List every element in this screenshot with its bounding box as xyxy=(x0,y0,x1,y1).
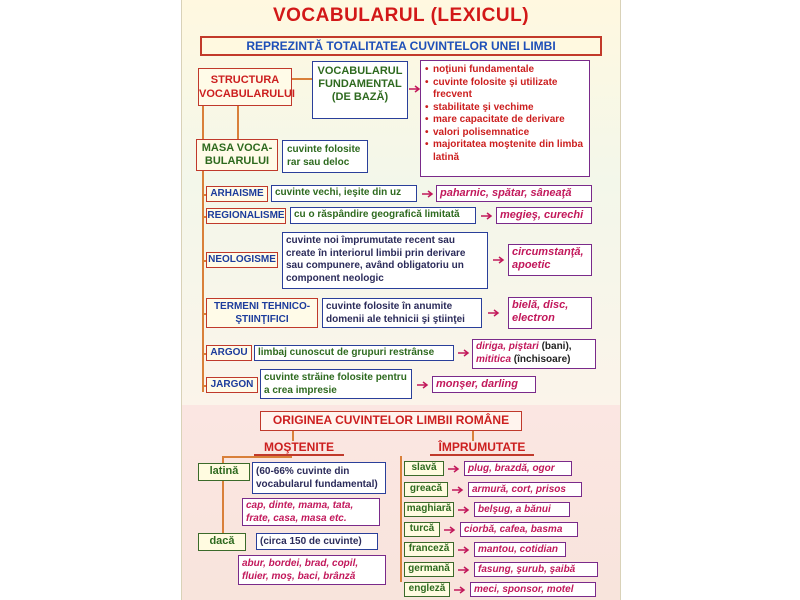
arrow-icon xyxy=(422,190,434,198)
arrow-icon xyxy=(481,212,493,220)
borrowed-examples-turca: ciorbă, cafea, basma xyxy=(460,522,578,537)
category-arhaisme-examples: paharnic, spătar, sâneaţă xyxy=(436,185,592,202)
trait-item: • valori polisemnatice xyxy=(425,127,585,140)
poster-subtitle: REPREZINTĂ TOTALITATEA CUVINTELOR UNEI LIMBI xyxy=(200,36,602,56)
trait-item: • cuvinte folosite şi utilizate frecvent xyxy=(425,77,585,102)
borrowed-lang-engleza: engleză xyxy=(404,582,450,597)
arrow-icon xyxy=(444,526,456,534)
trait-item: • stabilitate şi vechime xyxy=(425,102,585,115)
category-jargon-desc: cuvinte străine folosite pentru a crea impresie xyxy=(260,369,412,399)
trait-item: • mare capacitate de derivare xyxy=(425,114,585,127)
fundamental-traits-list xyxy=(425,64,585,164)
origin-inherited-label: MOŞTENITE xyxy=(254,440,344,456)
arrow-icon xyxy=(493,256,505,264)
category-termeni-examples: bielă, disc, electron xyxy=(508,297,592,329)
main-connector xyxy=(202,80,204,392)
arrow-icon xyxy=(488,309,500,317)
origin-latin-examples: cap, dinte, mama, tata, frate, casa, masa etc. xyxy=(242,498,380,526)
argou-example-gloss: (închisoare) xyxy=(513,353,571,365)
structure-box: STRUCTURA VOCABULARULUI xyxy=(198,68,292,106)
origin-title: ORIGINEA CUVINTELOR LIMBII ROMÂNE xyxy=(260,411,522,431)
borrowed-examples-germana: fasung, şurub, şaibă xyxy=(474,562,598,577)
category-arhaisme: ARHAISME xyxy=(206,186,268,202)
fundamental-connector xyxy=(290,78,312,80)
category-termeni: TERMENI TEHNICO-ŞTIINŢIFICI xyxy=(206,298,318,328)
category-jargon-examples: monşer, darling xyxy=(432,376,536,393)
category-jargon: JARGON xyxy=(206,377,258,393)
category-argou-desc: limbaj cunoscut de grupuri restrânse xyxy=(254,345,454,361)
borrowed-examples-slava: plug, brazdă, ogor xyxy=(464,461,572,476)
poster xyxy=(181,0,621,600)
borrowed-examples-franceza: mantou, cotidian xyxy=(474,542,566,557)
category-regionalisme: REGIONALISME xyxy=(206,208,286,224)
arrow-icon xyxy=(452,486,464,494)
origin-dacian-examples: abur, bordei, brad, copil, fluier, moş, baci, brânză xyxy=(238,555,386,585)
arrow-icon xyxy=(458,546,470,554)
borrowed-lang-turca: turcă xyxy=(404,522,440,537)
category-regionalisme-desc: cu o răspândire geografică limitată xyxy=(290,207,476,224)
arrow-icon xyxy=(458,566,470,574)
borrowed-examples-maghiara: belşug, a bănui xyxy=(474,502,570,517)
inherited-connector xyxy=(222,456,292,458)
origin-latin-desc: (60-66% cuvinte din vocabularul fundamental) xyxy=(252,462,386,494)
arrow-icon xyxy=(417,381,429,389)
borrowed-connector xyxy=(400,456,402,582)
origin-dacian-desc: (circa 150 de cuvinte) xyxy=(256,533,378,550)
category-neologisme-examples: circumstanţă, apoetic xyxy=(508,244,592,276)
borrowed-lang-germana: germană xyxy=(404,562,454,577)
origin-borrowed-label: ÎMPRUMUTATE xyxy=(430,440,534,456)
masa-box: MASA VOCA-BULARULUI xyxy=(196,139,278,171)
category-argou: ARGOU xyxy=(206,345,252,361)
category-termeni-desc: cuvinte folosite în anumite domenii ale tehnicii şi ştiinţei xyxy=(322,298,482,328)
borrowed-examples-greaca: armură, cort, prisos xyxy=(468,482,582,497)
borrowed-lang-greaca: greacă xyxy=(404,482,448,497)
arrow-icon xyxy=(454,586,466,594)
argou-example-text: mititica xyxy=(476,353,514,365)
trait-item: • noţiuni fundamentale xyxy=(425,64,585,77)
category-neologisme-desc: cuvinte noi împrumutate recent sau create în interiorul limbii prin derivare sau compunere, având obligatoriu un component neologic xyxy=(282,232,488,289)
fundamental-box: VOCABULARUL FUNDAMENTAL (DE BAZĂ) xyxy=(312,61,408,119)
masa-desc-box: cuvinte folosite rar sau deloc xyxy=(282,140,368,173)
borrowed-lang-franceza: franceză xyxy=(404,542,454,557)
borrowed-lang-maghiara: maghiară xyxy=(404,502,454,517)
category-regionalisme-examples: megieş, curechi xyxy=(496,207,592,224)
category-neologisme: NEOLOGISME xyxy=(206,252,278,268)
borrowed-lang-slava: slavă xyxy=(404,461,444,476)
category-arhaisme-desc: cuvinte vechi, ieşite din uz xyxy=(271,185,417,202)
argou-example-gloss: (bani), xyxy=(541,341,572,352)
arrow-icon xyxy=(458,506,470,514)
argou-example-text: diriga, piştari xyxy=(476,341,542,352)
arrow-icon xyxy=(448,465,460,473)
origin-dacian-label: dacă xyxy=(198,533,246,551)
arrow-icon xyxy=(458,349,470,357)
origin-latin-label: latină xyxy=(198,463,250,481)
borrowed-examples-engleza: meci, sponsor, motel xyxy=(470,582,596,597)
category-argou-examples xyxy=(472,339,596,369)
fundamental-traits-box xyxy=(420,60,590,177)
poster-title: VOCABULARUL (LEXICUL) xyxy=(272,5,530,26)
masa-connector xyxy=(202,170,204,180)
trait-item: • majoritatea moştenite din limba latină xyxy=(425,139,585,164)
